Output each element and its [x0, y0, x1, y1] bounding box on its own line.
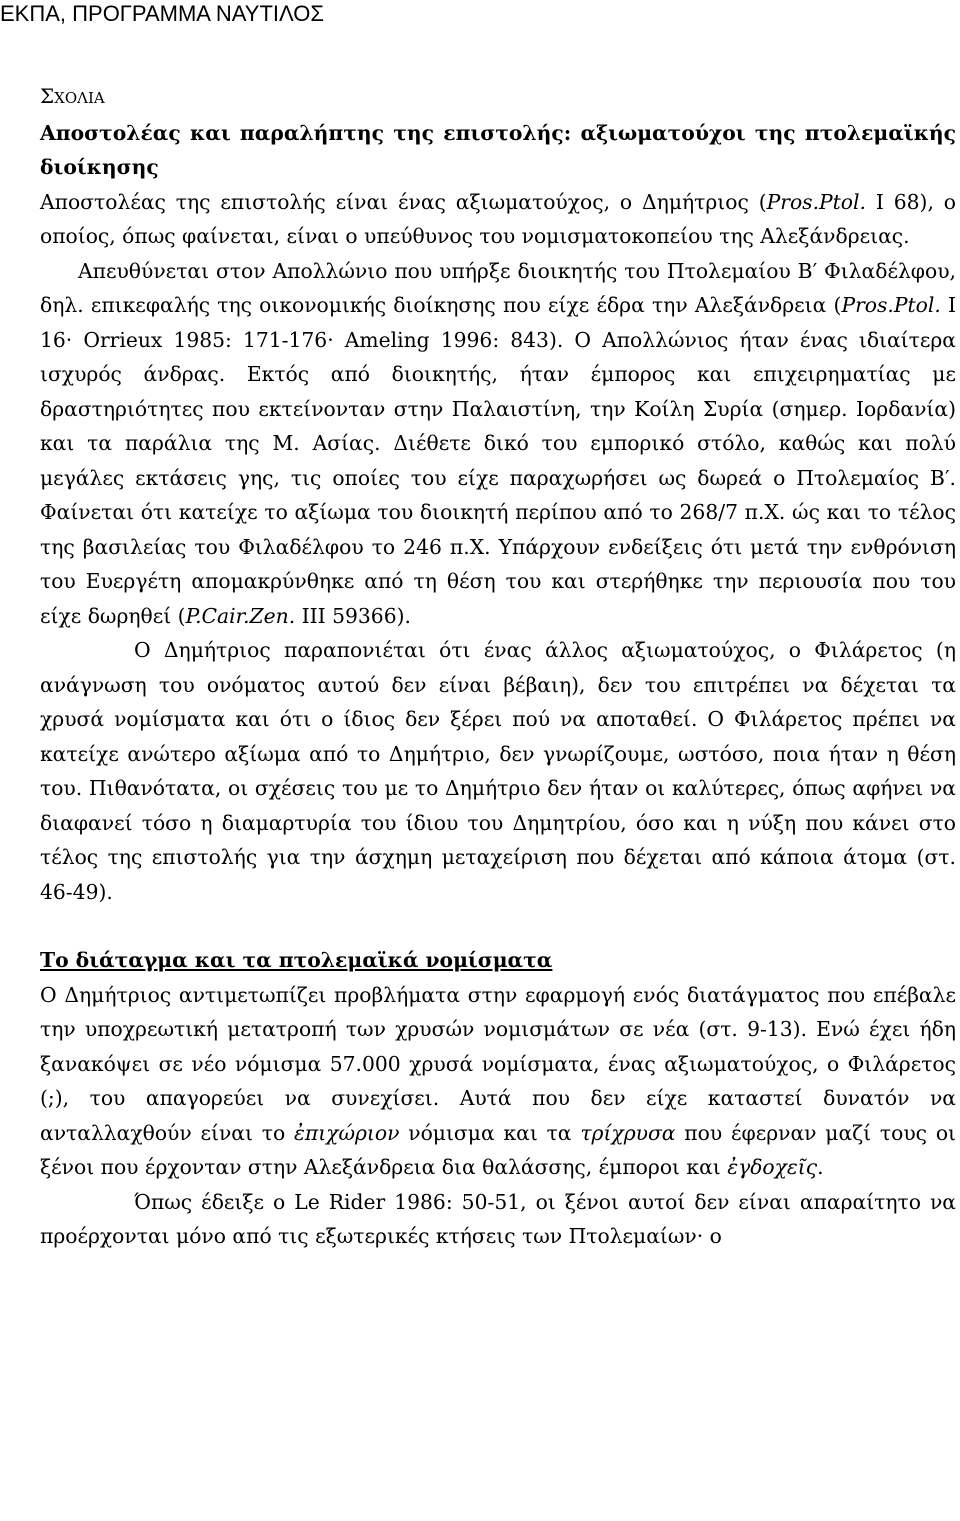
reference-pros-ptol: Pros.Ptol. — [766, 189, 866, 214]
text-span: III 59366). — [295, 603, 411, 628]
paragraph-4 — [40, 978, 956, 1185]
text-span: Ο Δημήτριος αντιμετωπίζει προβλήματα στην εφαρμογή ενός διατάγματος που επέβαλε την υποχρεωτική μετατροπή των χρυσών νομισμάτων σε νέα (στ. 9-13). Ενώ έχει ήδη ξανακόψει σε νέο νόμισμα 57.000 χρυσά νομίσματα, ένας αξιωματούχος, ο Φιλάρετος (;), του απαγορεύει να συνεχίσει. Αυτά που δεν είχε καταστεί δυνατόν να ανταλλαχθούν είναι το — [40, 982, 956, 1145]
document-body — [40, 79, 956, 1254]
text-span: Αποστολέας της επιστολής είναι ένας αξιωματούχος, ο Δημήτριος ( — [40, 189, 767, 214]
text-span: νόμισμα και τα — [399, 1120, 581, 1145]
section-label-rest: ΧΟΛΙΑ — [54, 89, 105, 107]
text-span: Απευθύνεται στον Απολλώνιο που υπήρξε διοικητής του Πτολεμαίου Β′ Φιλαδέλφου, δηλ. επικεφαλής της οικονομικής διοίκησης που είχε έδρα την Αλεξάνδρεια ( — [40, 258, 956, 317]
paragraph-2 — [40, 254, 956, 634]
reference-pros-ptol: Pros.Ptol. — [841, 293, 941, 317]
heading-decree-coins: Το διάταγμα και τα πτολεμαϊκά νομίσματα — [40, 948, 553, 972]
section-label-initial: Σ — [40, 84, 55, 108]
text-span: I 68), ο οποίος, όπως φαίνεται, είναι ο υπεύθυνος του νομισματοκοπείου της Αλεξάνδρειας. — [40, 189, 956, 248]
text-span: που έφερναν μαζί τους οι ξένοι που έρχονταν στην Αλεξάνδρεια δια θαλάσσης, έμποροι και — [40, 1120, 957, 1179]
paragraph-3: Ο Δημήτριος παραπονιέται ότι ένας άλλος αξιωματούχος, ο Φιλάρετος (η ανάγνωση του ονόματος αυτού δεν είναι βέβαιη), δεν του επιτρέπει να δέχεται τα χρυσά νομίσματα και ότι ο ίδιος δεν ξέρει πού να αποταθεί. Ο Φιλάρετος πρέπει να κατείχε ανώτερο αξίωμα από το Δημήτριο, δεν γνωρίζουμε, ωστόσο, ποια ήταν η θέση του. Πιθανότατα, οι σχέσεις του με το Δημήτριο δεν ήταν οι καλύτερες, όπως αφήνει να διαφανεί τόσο η διαμαρτυρία του ίδιου του Δημητρίου, όσο και η νύξη που κάνει στο τέλος της επιστολής για την άσχημη μεταχείριση που δέχεται από κάποια άτομα (στ. 46-49). — [40, 638, 956, 904]
document-header: ΕΚΠΑ, ΠΡΟΓΡΑΜΜΑ ΝΑΥΤΙΛΟΣ — [0, 1, 324, 26]
text-span: I 16· Orrieux 1985: 171-176· Ameling 1996: 843). Ο Απολλώνιος ήταν ένας ιδιαίτερα ισχυρός άνδρας. Εκτός από διοικητής, ήταν έμπορος και επιχειρηματίας με δραστηριότητες που εκτείνονταν στην Παλαιστίνη, την Κοίλη Συρία (σημερ. Ιορδανία) και τα παράλια της Μ. Ασίας. Διέθετε δικό του εμπορικό στόλο, καθώς και πολύ μεγάλες εκτάσεις γης, τις οποίες του είχε παραχωρήσει ως δωρεά ο Πτολεμαίος Β′. Φαίνεται ότι κατείχε το αξίωμα του διοικητή περίπου από το 268/7 π.Χ. ώς και το τέλος της βασιλείας του Φιλαδέλφου το 246 π.Χ. Υπάρχουν ενδείξεις ότι μετά την ενθρόνιση του Ευεργέτη απομακρύνθηκε από τη θέση του και στερήθηκε την περιουσία που του είχε δωρηθεί ( — [40, 293, 956, 628]
text-span: . — [817, 1155, 824, 1179]
greek-term: ἐγδοχεῖς — [727, 1155, 818, 1179]
paragraph-1 — [40, 185, 956, 254]
section-label — [40, 79, 956, 116]
paragraph-5: Όπως έδειξε ο Le Rider 1986: 50-51, οι ξένοι αυτοί δεν είναι απαραίτητο να προέρχονται μόνο από τις εξωτερικές κτήσεις των Πτολεμαίων· ο — [40, 1189, 956, 1248]
greek-term: ἐπιχώριον — [294, 1120, 400, 1145]
reference-p-cair-zen: P.Cair.Zen. — [185, 603, 296, 628]
greek-term: τρίχρυσα — [580, 1120, 676, 1145]
heading-sender-recipient: Αποστολέας και παραλήπτης της επιστολής: αξιωματούχοι της πτολεμαϊκής διοίκησης — [40, 120, 956, 179]
